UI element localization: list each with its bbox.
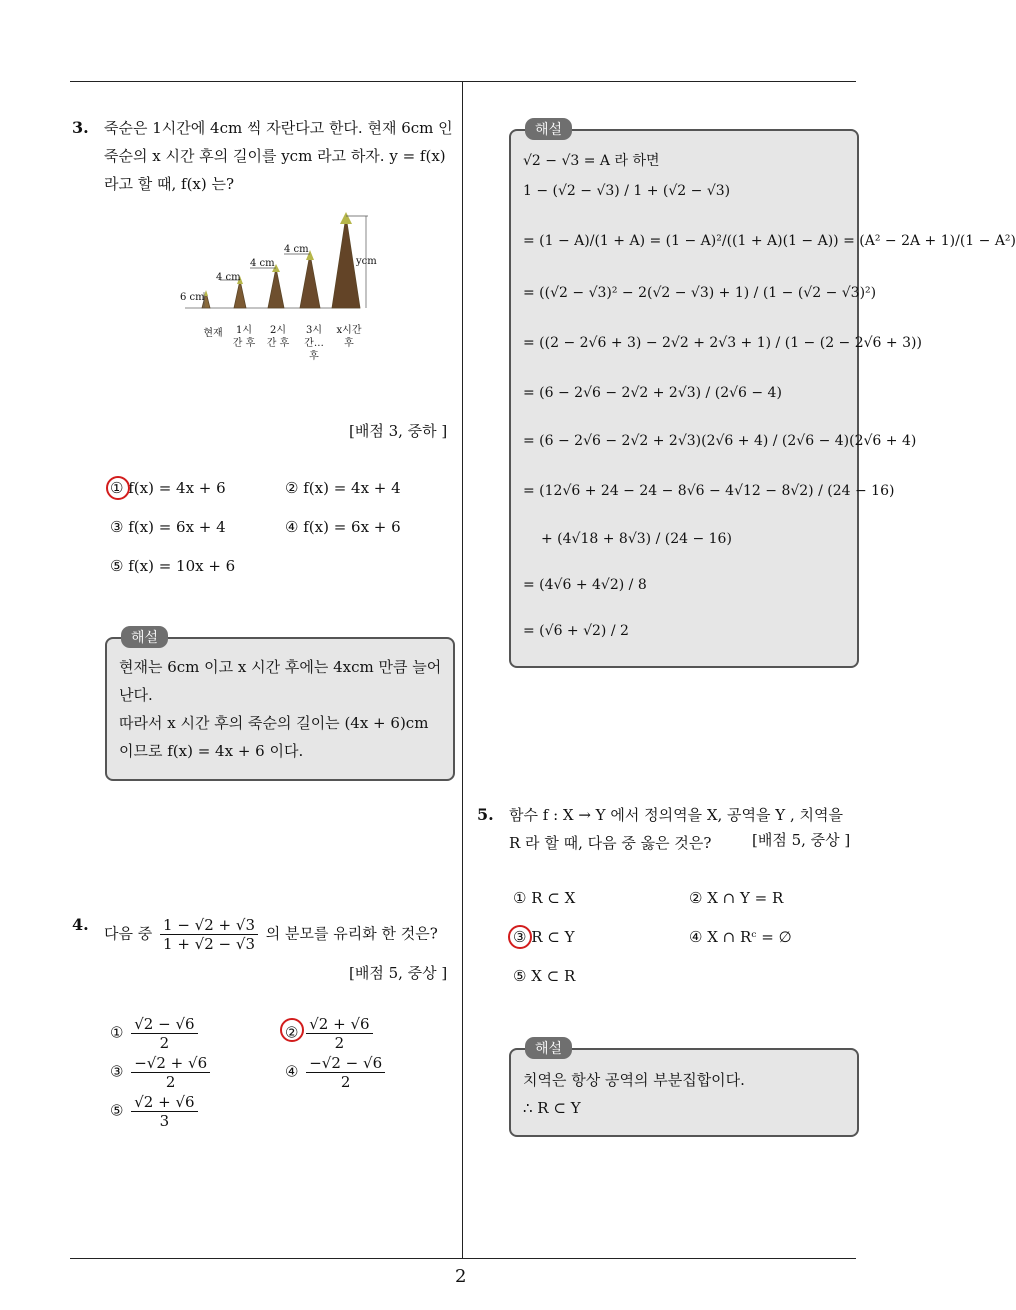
solution-line: 치역은 항상 공역의 부분집합이다. — [523, 1071, 745, 1089]
solution-line: + (4√18 + 8√3) / (24 − 16) — [541, 531, 732, 547]
question-4-number: 4. — [72, 915, 89, 934]
question-4-text — [104, 916, 438, 953]
q4-option-5[interactable] — [110, 1093, 201, 1130]
solution-line: = ((√2 − √3)² − 2(√2 − √3) + 1) / (1 − (√2 − √3)²) — [523, 285, 877, 301]
solution-line: 1 − (√2 − √3) / 1 + (√2 − √3) — [523, 183, 731, 199]
solution-line: = (4√6 + 4√2) / 8 — [523, 577, 647, 593]
q5-option-5[interactable]: ⑤ X ⊂ R — [513, 967, 576, 985]
top-rule — [70, 81, 856, 82]
solution-line: = (1 − A)/(1 + A) = (1 − A)²/((1 + A)(1 − A)) = (A² − 2A + 1)/(1 − A²) — [523, 233, 1016, 249]
bamboo-figure — [180, 210, 390, 362]
q5-solution-text — [523, 1066, 745, 1122]
answer-mark-circle — [508, 925, 532, 949]
solution-line: = (√6 + √2) / 2 — [523, 623, 629, 639]
solution-line: = (6 − 2√6 − 2√2 + 2√3) / (2√6 − 4) — [523, 385, 782, 401]
fraction-numerator: 1 − √2 + √3 — [160, 916, 258, 935]
page-number: 2 — [455, 1266, 467, 1287]
option-mark: ② — [285, 1023, 299, 1042]
q3-option-5[interactable]: ⑤ f(x) = 10x + 6 — [110, 557, 236, 575]
height-label: ycm — [356, 256, 377, 267]
height-label: 6 cm — [180, 292, 205, 303]
q5-solution-box — [509, 1041, 859, 1137]
question-4-score: [배점 5, 중상 ] — [349, 964, 448, 982]
option-denominator: 2 — [165, 1073, 176, 1091]
solution-line: 난다. — [119, 686, 153, 704]
question-3-line: 죽순은 1시간에 4cm 씩 자란다고 한다. 현재 6cm 인 — [104, 119, 453, 137]
option-mark: ⑤ — [110, 1101, 124, 1120]
q4-option-3[interactable] — [110, 1054, 213, 1091]
option-numerator: −√2 + √6 — [131, 1054, 210, 1073]
option-mark: ④ — [285, 1062, 299, 1081]
question-3-score: [배점 3, 중하 ] — [349, 422, 448, 440]
column-divider — [462, 82, 463, 1258]
question-5-line: R 라 할 때, 다음 중 옳은 것은? — [509, 834, 712, 852]
solution-line: = ((2 − 2√6 + 3) − 2√2 + 2√3 + 1) / (1 − (2 − 2√6 + 3)) — [523, 335, 922, 351]
time-label: x시간 후 — [336, 325, 362, 349]
q5-option-4[interactable]: ④ X ∩ Rᶜ = ∅ — [689, 928, 792, 946]
solution-tag: 해설 — [525, 118, 572, 140]
q3-option-1[interactable]: ① f(x) = 4x + 6 — [110, 479, 226, 497]
height-label: 4 cm — [284, 244, 309, 255]
question-5-number: 5. — [477, 805, 494, 824]
q3-solution-text — [119, 653, 441, 765]
question-4-post: 의 분모를 유리화 한 것은? — [265, 924, 438, 943]
q3-option-4[interactable]: ④ f(x) = 6x + 6 — [285, 518, 401, 536]
solution-tag: 해설 — [121, 626, 168, 648]
solution-line: ∴ R ⊂ Y — [523, 1099, 581, 1117]
question-4-fraction — [160, 916, 258, 953]
time-label: 2시간 후 — [266, 325, 290, 349]
q5-option-1[interactable]: ① R ⊂ X — [513, 889, 576, 907]
time-label: 현재 — [203, 328, 223, 339]
question-3-line: 라고 할 때, f(x) 는? — [104, 175, 235, 193]
q3-solution-box — [105, 630, 455, 781]
option-denominator: 2 — [334, 1034, 345, 1052]
question-3-number: 3. — [72, 118, 89, 137]
q4-option-4[interactable] — [285, 1054, 388, 1091]
answer-mark-circle — [106, 476, 130, 500]
question-5-score: [배점 5, 중상 ] — [752, 831, 851, 849]
time-label: 1시간 후 — [232, 325, 256, 349]
question-4-pre: 다음 중 — [104, 924, 153, 943]
option-mark: ③ — [110, 1062, 124, 1081]
solution-line: = (6 − 2√6 − 2√2 + 2√3)(2√6 + 4) / (2√6 − 4)(2√6 + 4) — [523, 433, 917, 449]
question-5-line: 함수 f : X → Y 에서 정의역을 X, 공역을 Y , 치역을 — [509, 806, 843, 824]
q5-option-2[interactable]: ② X ∩ Y = R — [689, 889, 784, 907]
solution-tag: 해설 — [525, 1037, 572, 1059]
option-numerator: √2 − √6 — [131, 1015, 197, 1034]
question-3-text — [104, 114, 454, 198]
option-numerator: −√2 − √6 — [306, 1054, 385, 1073]
question-3-line: 죽순의 x 시간 후의 길이를 ycm 라고 하자. y = f(x) — [104, 147, 446, 165]
option-denominator: 2 — [159, 1034, 170, 1052]
solution-line: = (12√6 + 24 − 24 − 8√6 − 4√12 − 8√2) / (24 − 16) — [523, 483, 895, 499]
solution-line: 현재는 6cm 이고 x 시간 후에는 4xcm 만큼 늘어 — [119, 658, 442, 676]
q4-option-1[interactable] — [110, 1015, 201, 1052]
answer-mark-circle — [280, 1018, 304, 1042]
solution-line: √2 − √3 = A 라 하면 — [523, 153, 660, 169]
q3-option-3[interactable]: ③ f(x) = 6x + 4 — [110, 518, 226, 536]
option-denominator: 3 — [159, 1112, 170, 1130]
q3-option-2[interactable]: ② f(x) = 4x + 4 — [285, 479, 401, 497]
option-denominator: 2 — [340, 1073, 351, 1091]
solution-line: 따라서 x 시간 후의 죽순의 길이는 (4x + 6)cm — [119, 714, 429, 732]
time-label: 3시간… 후 — [304, 325, 324, 362]
fraction-denominator: 1 + √2 − √3 — [163, 935, 255, 953]
q5-option-3[interactable]: ③ R ⊂ Y — [513, 928, 575, 946]
bottom-rule — [70, 1258, 856, 1259]
solution-line: 이므로 f(x) = 4x + 6 이다. — [119, 742, 304, 760]
option-numerator: √2 + √6 — [306, 1015, 372, 1034]
option-mark: ① — [110, 1023, 124, 1042]
height-label: 4 cm — [250, 258, 275, 269]
height-label: 4 cm — [216, 272, 241, 283]
option-numerator: √2 + √6 — [131, 1093, 197, 1112]
q4-solution-box — [509, 122, 1016, 668]
